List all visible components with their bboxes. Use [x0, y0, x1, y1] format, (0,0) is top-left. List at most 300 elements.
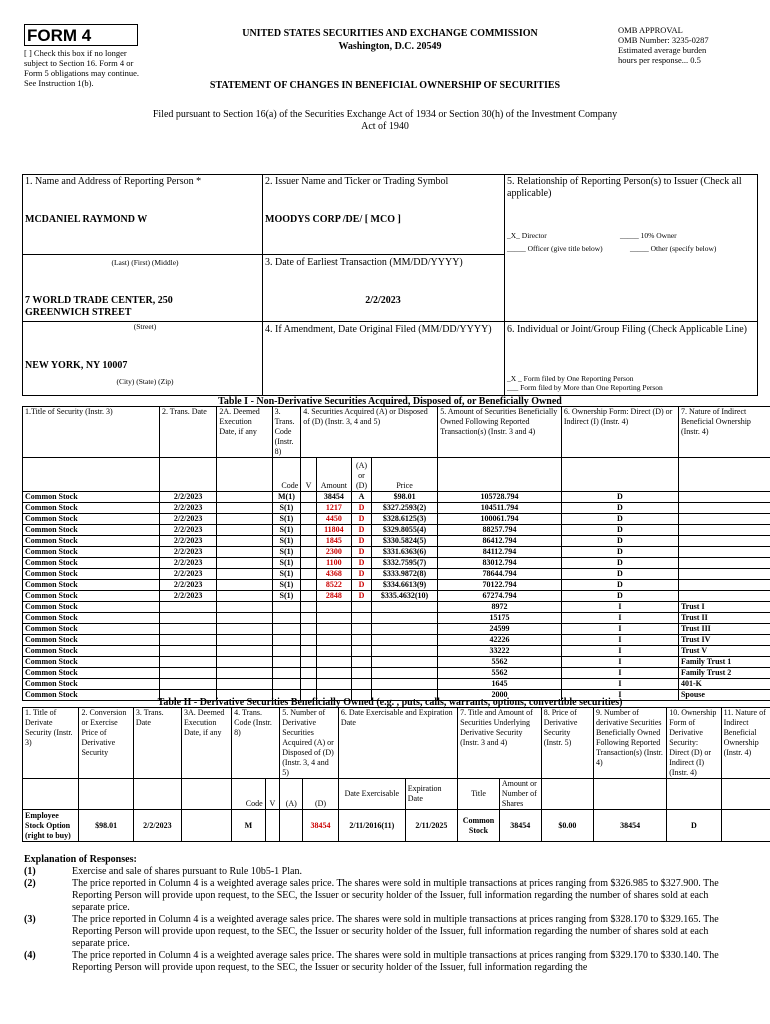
- table1-cell: D: [561, 514, 678, 525]
- table1-cell: I: [561, 657, 678, 668]
- t2-h4: 3A. Deemed Execution Date, if any: [181, 708, 231, 779]
- table1-header-row: [23, 407, 770, 458]
- table1-cell: D: [561, 536, 678, 547]
- table1-cell: D: [352, 503, 372, 514]
- table1-cell: [352, 635, 372, 646]
- explanation-number: (1): [24, 866, 36, 877]
- table1-cell: [678, 580, 770, 591]
- table1-cell: [371, 679, 437, 690]
- table1-cell: S(1): [272, 525, 301, 536]
- reporting-section: [22, 174, 758, 396]
- table1-row: [23, 503, 770, 514]
- label-issuer: 2. Issuer Name and Ticker or Trading Symbol: [265, 176, 449, 187]
- table1-cell: Spouse: [678, 690, 770, 701]
- table1-cell: 100061.794: [438, 514, 562, 525]
- city: NEW YORK, NY 10007: [25, 360, 128, 371]
- table1-cell: [159, 679, 216, 690]
- table1-cell: Trust I: [678, 602, 770, 613]
- t2-expiration: 2/11/2025: [405, 810, 457, 842]
- table1-cell: [678, 492, 770, 503]
- t2-h10: 9. Number of derivative Securities Beneficially Owned Following Reported Transaction(s) (Instr. 4): [594, 708, 667, 779]
- rel-director: _X_ Director: [507, 231, 547, 240]
- table1-cell: Common Stock: [23, 580, 160, 591]
- table1-cell: 2/2/2023: [159, 558, 216, 569]
- table1-cell: [316, 668, 351, 679]
- agency-location: Washington, D.C. 20549: [338, 41, 442, 52]
- divider-1: [262, 174, 263, 396]
- table1-cell: 8972: [438, 602, 562, 613]
- explanation-items: [24, 866, 740, 974]
- table1-row: [23, 547, 770, 558]
- table1-cell: [272, 668, 301, 679]
- t2-sub-code: Code: [232, 779, 265, 810]
- table1-cell: [217, 679, 272, 690]
- table1-cell: 2000: [438, 690, 562, 701]
- table1-cell: D: [561, 547, 678, 558]
- table1-cell: 83012.794: [438, 558, 562, 569]
- table1-cell: D: [352, 547, 372, 558]
- table1-cell: I: [561, 646, 678, 657]
- table1-row: [23, 624, 770, 635]
- table1-cell: [159, 668, 216, 679]
- reporting-name: MCDANIEL RAYMOND W: [25, 214, 148, 225]
- omb-approval: [618, 25, 748, 65]
- table1-cell: [159, 635, 216, 646]
- table1-cell: [678, 514, 770, 525]
- table1-cell: Trust III: [678, 624, 770, 635]
- form-title: [24, 24, 138, 46]
- table1-cell: I: [561, 690, 678, 701]
- table1-cell: 2/2/2023: [159, 591, 216, 602]
- table1-cell: [316, 657, 351, 668]
- table1-cell: D: [561, 580, 678, 591]
- table1-cell: [301, 624, 316, 635]
- table1-cell: [678, 503, 770, 514]
- issuer: MOODYS CORP /DE/ [ MCO ]: [265, 214, 401, 225]
- table1-cell: [352, 602, 372, 613]
- table1-cell: [352, 668, 372, 679]
- table1-cell: 2/2/2023: [159, 503, 216, 514]
- explanation-item: [24, 866, 740, 878]
- table1-cell: 1100: [316, 558, 351, 569]
- explanation-number: (4): [24, 950, 36, 961]
- table1-cell: [678, 547, 770, 558]
- explanation-item: [24, 950, 740, 974]
- table1-cell: Trust IV: [678, 635, 770, 646]
- t1-h8: 7. Nature of Indirect Beneficial Ownership (Instr. 4): [678, 407, 770, 458]
- table1-cell: [301, 547, 316, 558]
- t2-h1: 1. Title of Derivate Security (Instr. 3): [23, 708, 79, 779]
- table1-cell: [678, 569, 770, 580]
- label-filing: 6. Individual or Joint/Group Filing (Check Applicable Line): [507, 324, 747, 335]
- table1-title: Table I - Non-Derivative Securities Acquired, Disposed of, or Beneficially Owned: [218, 396, 562, 407]
- table1-cell: [272, 624, 301, 635]
- t2-sub-amount: Amount or Number of Shares: [499, 779, 541, 810]
- t2-h9: 8. Price of Derivative Security (Instr. 5): [541, 708, 593, 779]
- table1-cell: [301, 492, 316, 503]
- table1-cell: 5562: [438, 668, 562, 679]
- table1-cell: [301, 646, 316, 657]
- table1-cell: Common Stock: [23, 679, 160, 690]
- table1-cell: 2/2/2023: [159, 580, 216, 591]
- table1-cell: [217, 635, 272, 646]
- table1-cell: Family Trust 2: [678, 668, 770, 679]
- table1-row: [23, 591, 770, 602]
- table1-cell: [272, 657, 301, 668]
- table1-row: [23, 569, 770, 580]
- table1-cell: 70122.794: [438, 580, 562, 591]
- table1-cell: 2/2/2023: [159, 514, 216, 525]
- explanation-section: [24, 854, 740, 974]
- table1-cell: [217, 525, 272, 536]
- t2-h8: 7. Title and Amount of Securities Underlying Derivative Security (Instr. 3 and 4): [458, 708, 542, 779]
- table1-cell: [352, 613, 372, 624]
- explanation-text: The price reported in Column 4 is a weighted average sales price. The shares were sold in multiple transactions at prices ranging from $326.985 to $327.900. The Reporting Person will provide upon request, to the SEC, the Issuer or security holder of the Issuer, full information regarding the number of shares sold at each separate price.: [72, 878, 719, 913]
- explanation-number: (3): [24, 914, 36, 925]
- t1-sub-v: V: [301, 458, 316, 492]
- t2-sub-expiration: Expiration Date: [405, 779, 457, 810]
- table1-cell: Common Stock: [23, 613, 160, 624]
- table1-cell: [217, 536, 272, 547]
- table1-cell: [217, 613, 272, 624]
- table1-cell: I: [561, 635, 678, 646]
- explanation-text: The price reported in Column 4 is a weighted average sales price. The shares were sold in multiple transactions at prices ranging from $329.170 to $330.140. The Reporting Person will provide upon request, to the SEC, the Issuer or security holder of the Issuer, full information regarding the: [72, 950, 719, 973]
- table1-row: [23, 602, 770, 613]
- checkbox-note: [ ] Check this box if no longer subject to Section 16. Form 4 or Form 5 obligations may continue. See Instruction 1(b).: [24, 48, 139, 88]
- table1-cell: [159, 624, 216, 635]
- table1-cell: Family Trust 1: [678, 657, 770, 668]
- explanation-item: [24, 914, 740, 950]
- t2-deriv-price: $0.00: [541, 810, 593, 842]
- table1-row: [23, 525, 770, 536]
- table1-cell: [301, 635, 316, 646]
- table1-cell: [371, 668, 437, 679]
- t2-sub-exercisable: Date Exercisable: [338, 779, 405, 810]
- table1-cell: [316, 646, 351, 657]
- table1-cell: [352, 679, 372, 690]
- table1-cell: D: [352, 536, 372, 547]
- street-label: (Street): [133, 322, 157, 331]
- table1-cell: [217, 558, 272, 569]
- table1-cell: D: [352, 514, 372, 525]
- filing-more: ___ Form filed by More than One Reporting Person: [507, 383, 663, 392]
- table1-cell: [159, 602, 216, 613]
- table1-cell: 38454: [316, 492, 351, 503]
- table1-cell: [371, 602, 437, 613]
- t1-h6: 5. Amount of Securities Beneficially Owned Following Reported Transaction(s) (Instr. 3 and 4): [438, 407, 562, 458]
- label-name: 1. Name and Address of Reporting Person *: [25, 176, 202, 187]
- table2-header-row: [23, 708, 770, 779]
- table1-cell: Common Stock: [23, 657, 160, 668]
- t2-code: M: [232, 810, 265, 842]
- table1-cell: $329.8055(4): [371, 525, 437, 536]
- t1-h7: 6. Ownership Form: Direct (D) or Indirect (I) (Instr. 4): [561, 407, 678, 458]
- table1-cell: [371, 657, 437, 668]
- table1-cell: Common Stock: [23, 569, 160, 580]
- filing-one: _X _ Form filed by One Reporting Person: [507, 374, 634, 383]
- table1-cell: S(1): [272, 591, 301, 602]
- table1-cell: I: [561, 668, 678, 679]
- table1-cell: [316, 624, 351, 635]
- table1-cell: [301, 679, 316, 690]
- table1-cell: D: [561, 558, 678, 569]
- table1-cell: [217, 624, 272, 635]
- t2-sub-d: (D): [303, 779, 339, 810]
- table1-cell: Common Stock: [23, 624, 160, 635]
- table1-cell: S(1): [272, 558, 301, 569]
- omb-number: OMB Number: 3235-0287: [618, 35, 709, 45]
- label-date: 3. Date of Earliest Transaction (MM/DD/YYYY): [265, 257, 463, 268]
- table1-cell: [217, 668, 272, 679]
- table1-cell: [217, 646, 272, 657]
- t1-sub-amount: Amount: [316, 458, 351, 492]
- t2-h2: 2. Conversion or Exercise Price of Derivative Security: [79, 708, 133, 779]
- table1-cell: $327.2593(2): [371, 503, 437, 514]
- table1-cell: 11804: [316, 525, 351, 536]
- table1-row: [23, 613, 770, 624]
- rel-officer: _____ Officer (give title below): [507, 244, 603, 253]
- table1-row: [23, 668, 770, 679]
- t2-price: $98.01: [79, 810, 133, 842]
- rel-owner: _____ 10% Owner: [620, 231, 677, 240]
- omb-burden: Estimated average burden: [618, 45, 707, 55]
- t2-underlying-amount: 38454: [499, 810, 541, 842]
- table1-cell: Common Stock: [23, 503, 160, 514]
- table1-cell: [678, 558, 770, 569]
- table1-cell: Trust V: [678, 646, 770, 657]
- table1-cell: [301, 536, 316, 547]
- table1-cell: D: [352, 569, 372, 580]
- label-relationship: 5. Relationship of Reporting Person(s) to Issuer (Check all applicable): [507, 176, 742, 199]
- table1-cell: [217, 492, 272, 503]
- table1-cell: 4368: [316, 569, 351, 580]
- t2-h12: 11. Nature of Indirect Beneficial Ownership (Instr. 4): [721, 708, 770, 779]
- table1-cell: D: [561, 569, 678, 580]
- table1-cell: [371, 646, 437, 657]
- table1-row: [23, 646, 770, 657]
- table1-row: [23, 580, 770, 591]
- table1-cell: S(1): [272, 580, 301, 591]
- omb-approval-label: OMB APPROVAL: [618, 25, 683, 35]
- explanation-title: Explanation of Responses:: [24, 854, 137, 865]
- t1-sub-price: Price: [371, 458, 437, 492]
- table1-cell: [316, 602, 351, 613]
- t1-h2: 2. Trans. Date: [159, 407, 216, 458]
- table1-cell: I: [561, 624, 678, 635]
- label-amendment: 4. If Amendment, Date Original Filed (MM/DD/YYYY): [265, 324, 492, 335]
- city-label: (City) (State) (Zip): [116, 377, 174, 386]
- table1-cell: Common Stock: [23, 547, 160, 558]
- t1-h3: 2A. Deemed Execution Date, if any: [217, 407, 272, 458]
- t1-sub-code: Code: [272, 458, 301, 492]
- table1-cell: I: [561, 602, 678, 613]
- t2-sub-a: (A): [280, 779, 303, 810]
- table1-cell: [316, 635, 351, 646]
- explanation-number: (2): [24, 878, 36, 889]
- table1-cell: S(1): [272, 569, 301, 580]
- table1-cell: 67274.794: [438, 591, 562, 602]
- table1-cell: 1845: [316, 536, 351, 547]
- table1-cell: 2/2/2023: [159, 536, 216, 547]
- table1-cell: 104511.794: [438, 503, 562, 514]
- table1-cell: $335.4632(10): [371, 591, 437, 602]
- table1-row: [23, 536, 770, 547]
- table1-cell: [217, 547, 272, 558]
- table1-cell: [352, 657, 372, 668]
- table1-cell: D: [561, 503, 678, 514]
- table1-cell: $331.6363(6): [371, 547, 437, 558]
- table1-cell: [217, 514, 272, 525]
- table1-cell: [272, 613, 301, 624]
- table1-cell: [301, 569, 316, 580]
- explanation-item: [24, 878, 740, 914]
- table1-cell: 4450: [316, 514, 351, 525]
- t2-h6: 5. Number of Derivative Securities Acquired (A) or Disposed of (D) (Instr. 3, 4 and 5): [280, 708, 339, 779]
- table1-cell: Trust II: [678, 613, 770, 624]
- table1-body: [23, 492, 770, 701]
- table1-row: [23, 514, 770, 525]
- table1-cell: [352, 646, 372, 657]
- table1-cell: [301, 668, 316, 679]
- table1-cell: $328.6125(3): [371, 514, 437, 525]
- table1-cell: [301, 602, 316, 613]
- table1-cell: Common Stock: [23, 558, 160, 569]
- table2-title: Table II - Derivative Securities Beneficially Owned (e.g. , puts, calls, warrants, options, convertible securities): [157, 697, 623, 708]
- earliest-date: 2/2/2023: [365, 295, 401, 306]
- table1-cell: [159, 646, 216, 657]
- t2-d: 38454: [303, 810, 339, 842]
- table1-cell: [371, 635, 437, 646]
- table1-cell: [301, 580, 316, 591]
- t2-owned: 38454: [594, 810, 667, 842]
- table2-subheader-row: [23, 779, 770, 810]
- table1-cell: S(1): [272, 514, 301, 525]
- table1-cell: [316, 679, 351, 690]
- t2-sub-title: Title: [458, 779, 500, 810]
- table1-row: [23, 635, 770, 646]
- table2-row: [23, 810, 770, 842]
- t2-h11: 10. Ownership Form of Derivative Security: Direct (D) or Indirect (I) (Instr. 4): [667, 708, 721, 779]
- table1-cell: 33222: [438, 646, 562, 657]
- table1-cell: A: [352, 492, 372, 503]
- table1-cell: S(1): [272, 536, 301, 547]
- table1-cell: 2/2/2023: [159, 525, 216, 536]
- table1-cell: Common Stock: [23, 514, 160, 525]
- table1-cell: D: [352, 558, 372, 569]
- table1-cell: 2/2/2023: [159, 492, 216, 503]
- table1-cell: I: [561, 613, 678, 624]
- t2-underlying-title: Common Stock: [458, 810, 500, 842]
- table1-cell: Common Stock: [23, 525, 160, 536]
- omb-hours: hours per response... 0.5: [618, 55, 701, 65]
- table1-cell: [678, 536, 770, 547]
- table1-cell: Common Stock: [23, 602, 160, 613]
- table1-cell: [159, 657, 216, 668]
- table1-cell: $333.9872(8): [371, 569, 437, 580]
- table1-row: [23, 558, 770, 569]
- t1-h1: 1.Title of Security (Instr. 3): [23, 407, 160, 458]
- table1-cell: $332.7595(7): [371, 558, 437, 569]
- table1-row: [23, 657, 770, 668]
- table1-cell: D: [352, 580, 372, 591]
- t2-form: D: [667, 810, 721, 842]
- t1-sub-aord: (A) or (D): [352, 458, 372, 492]
- table1-cell: 88257.794: [438, 525, 562, 536]
- t2-date: 2/2/2023: [133, 810, 181, 842]
- table1-cell: 5562: [438, 657, 562, 668]
- t1-h5: 4. Securities Acquired (A) or Disposed of (D) (Instr. 3, 4 and 5): [301, 407, 438, 458]
- table1-cell: [272, 646, 301, 657]
- table1-cell: [301, 525, 316, 536]
- table1-cell: Common Stock: [23, 536, 160, 547]
- table1-cell: I: [561, 679, 678, 690]
- table1-cell: [371, 613, 437, 624]
- table1-cell: 2848: [316, 591, 351, 602]
- rel-other: _____ Other (specify below): [630, 244, 717, 253]
- table1-cell: $330.5824(5): [371, 536, 437, 547]
- form-title-text: FORM 4: [27, 26, 92, 45]
- table1-cell: [301, 591, 316, 602]
- table1-cell: 2300: [316, 547, 351, 558]
- table1-cell: D: [561, 591, 678, 602]
- table1-cell: $334.6613(9): [371, 580, 437, 591]
- table1-row: [23, 679, 770, 690]
- table1-cell: 1645: [438, 679, 562, 690]
- table1-cell: M(1): [272, 492, 301, 503]
- table1-cell: 8522: [316, 580, 351, 591]
- table1-cell: [301, 657, 316, 668]
- table1-cell: 2/2/2023: [159, 569, 216, 580]
- table1-cell: Common Stock: [23, 635, 160, 646]
- table1-cell: 401-K: [678, 679, 770, 690]
- table1-cell: Common Stock: [23, 646, 160, 657]
- table1-cell: D: [561, 492, 678, 503]
- filed-pursuant: Filed pursuant to Section 16(a) of the Securities Exchange Act of 1934 or Section 30(h) of the Investment Company Act of 1940: [152, 109, 618, 132]
- hline-2: [262, 254, 504, 255]
- table1-cell: [272, 679, 301, 690]
- table1-cell: [272, 602, 301, 613]
- table2: [22, 707, 770, 842]
- table1-cell: [301, 514, 316, 525]
- table1-cell: [217, 657, 272, 668]
- table1-cell: [371, 624, 437, 635]
- table1-cell: [352, 624, 372, 635]
- table1-cell: Common Stock: [23, 690, 160, 701]
- table1-cell: [217, 591, 272, 602]
- table1-cell: 105728.794: [438, 492, 562, 503]
- table1-cell: D: [352, 525, 372, 536]
- hline-1: [22, 254, 262, 255]
- table1-cell: S(1): [272, 547, 301, 558]
- t2-h7: 6. Date Exercisable and Expiration Date: [338, 708, 457, 779]
- explanation-text: Exercise and sale of shares pursuant to Rule 10b5-1 Plan.: [72, 866, 302, 877]
- explanation-text: The price reported in Column 4 is a weighted average sales price. The shares were sold in multiple transactions at prices ranging from $328.170 to $329.165. The Reporting Person will provide upon request, to the SEC, the Issuer or security holder of the Issuer, full information regarding the number of shares sold at each separate price.: [72, 914, 719, 949]
- t2-exercisable: 2/11/2016(11): [338, 810, 405, 842]
- street: 7 WORLD TRADE CENTER, 250 GREENWICH STREET: [25, 295, 173, 318]
- table1-cell: [217, 602, 272, 613]
- table1-cell: 86412.794: [438, 536, 562, 547]
- statement-title: STATEMENT OF CHANGES IN BENEFICIAL OWNERSHIP OF SECURITIES: [209, 80, 561, 91]
- table1-cell: S(1): [272, 503, 301, 514]
- name-parts: (Last) (First) (Middle): [111, 258, 179, 267]
- table1-cell: [272, 635, 301, 646]
- t2-title: Employee Stock Option (right to buy): [23, 810, 79, 842]
- table1-cell: [217, 569, 272, 580]
- table1-cell: 1217: [316, 503, 351, 514]
- table1-cell: [316, 613, 351, 624]
- table1-cell: D: [352, 591, 372, 602]
- table1-cell: [678, 591, 770, 602]
